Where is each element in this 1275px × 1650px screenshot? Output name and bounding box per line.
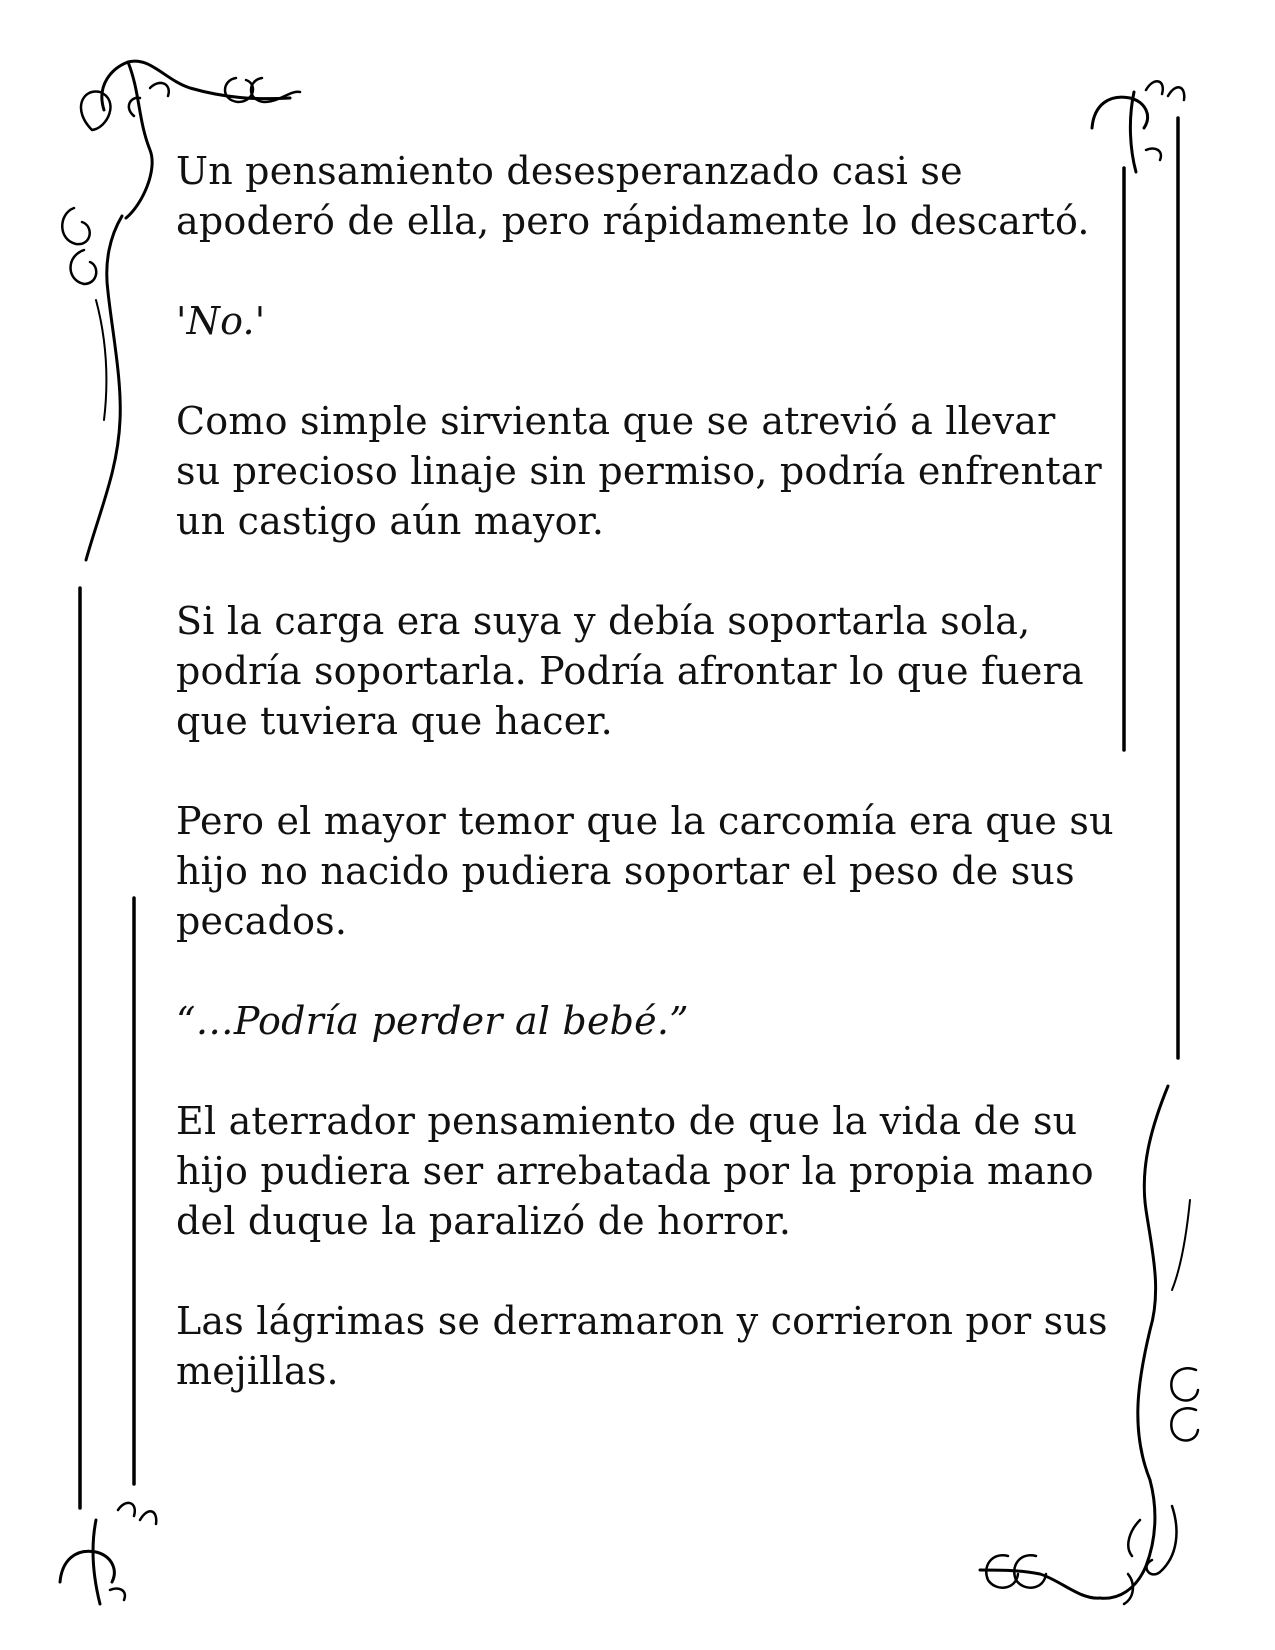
text-line: apoderó de ella, pero rápidamente lo descartó.: [176, 199, 1090, 243]
text-line: 'No.': [176, 299, 266, 343]
page-text: [176, 146, 1114, 1446]
paragraph-6-italic: [176, 996, 1106, 1046]
text-line: Si la carga era suya y debía soportarla sola,: [176, 599, 1031, 643]
text-line: mejillas.: [176, 1349, 339, 1393]
paragraph-5: [176, 796, 1114, 946]
text-line: Pero el mayor temor que la carcomía era que su: [176, 799, 1114, 843]
text-line: “…Podría perder al bebé.”: [176, 999, 689, 1043]
text-line: un castigo aún mayor.: [176, 499, 605, 543]
paragraph-4: [176, 596, 1106, 746]
text-line: Las lágrimas se derramaron y corrieron por sus: [176, 1299, 1108, 1343]
text-line: su precioso linaje sin permiso, podría enfrentar: [176, 449, 1102, 493]
text-line: El aterrador pensamiento de que la vida de su: [176, 1099, 1078, 1143]
text-line: que tuviera que hacer.: [176, 699, 613, 743]
text-line: hijo pudiera ser arrebatada por la propia mano: [176, 1149, 1094, 1193]
paragraph-1: [176, 146, 1106, 246]
text-line: hijo no nacido pudiera soportar el peso de sus: [176, 849, 1075, 893]
paragraph-7: [176, 1096, 1106, 1246]
text-line: Como simple sirvienta que se atrevió a llevar: [176, 399, 1056, 443]
text-line: pecados.: [176, 899, 348, 943]
paragraph-3: [176, 396, 1106, 546]
text-line: podría soportarla. Podría afrontar lo que fuera: [176, 649, 1084, 693]
paragraph-2-italic: [176, 296, 1106, 346]
text-line: Un pensamiento desesperanzado casi se: [176, 149, 963, 193]
bottom-left-flourish: [60, 1503, 156, 1604]
text-line: del duque la paralizó de horror.: [176, 1199, 792, 1243]
paragraph-8: [176, 1296, 1106, 1396]
